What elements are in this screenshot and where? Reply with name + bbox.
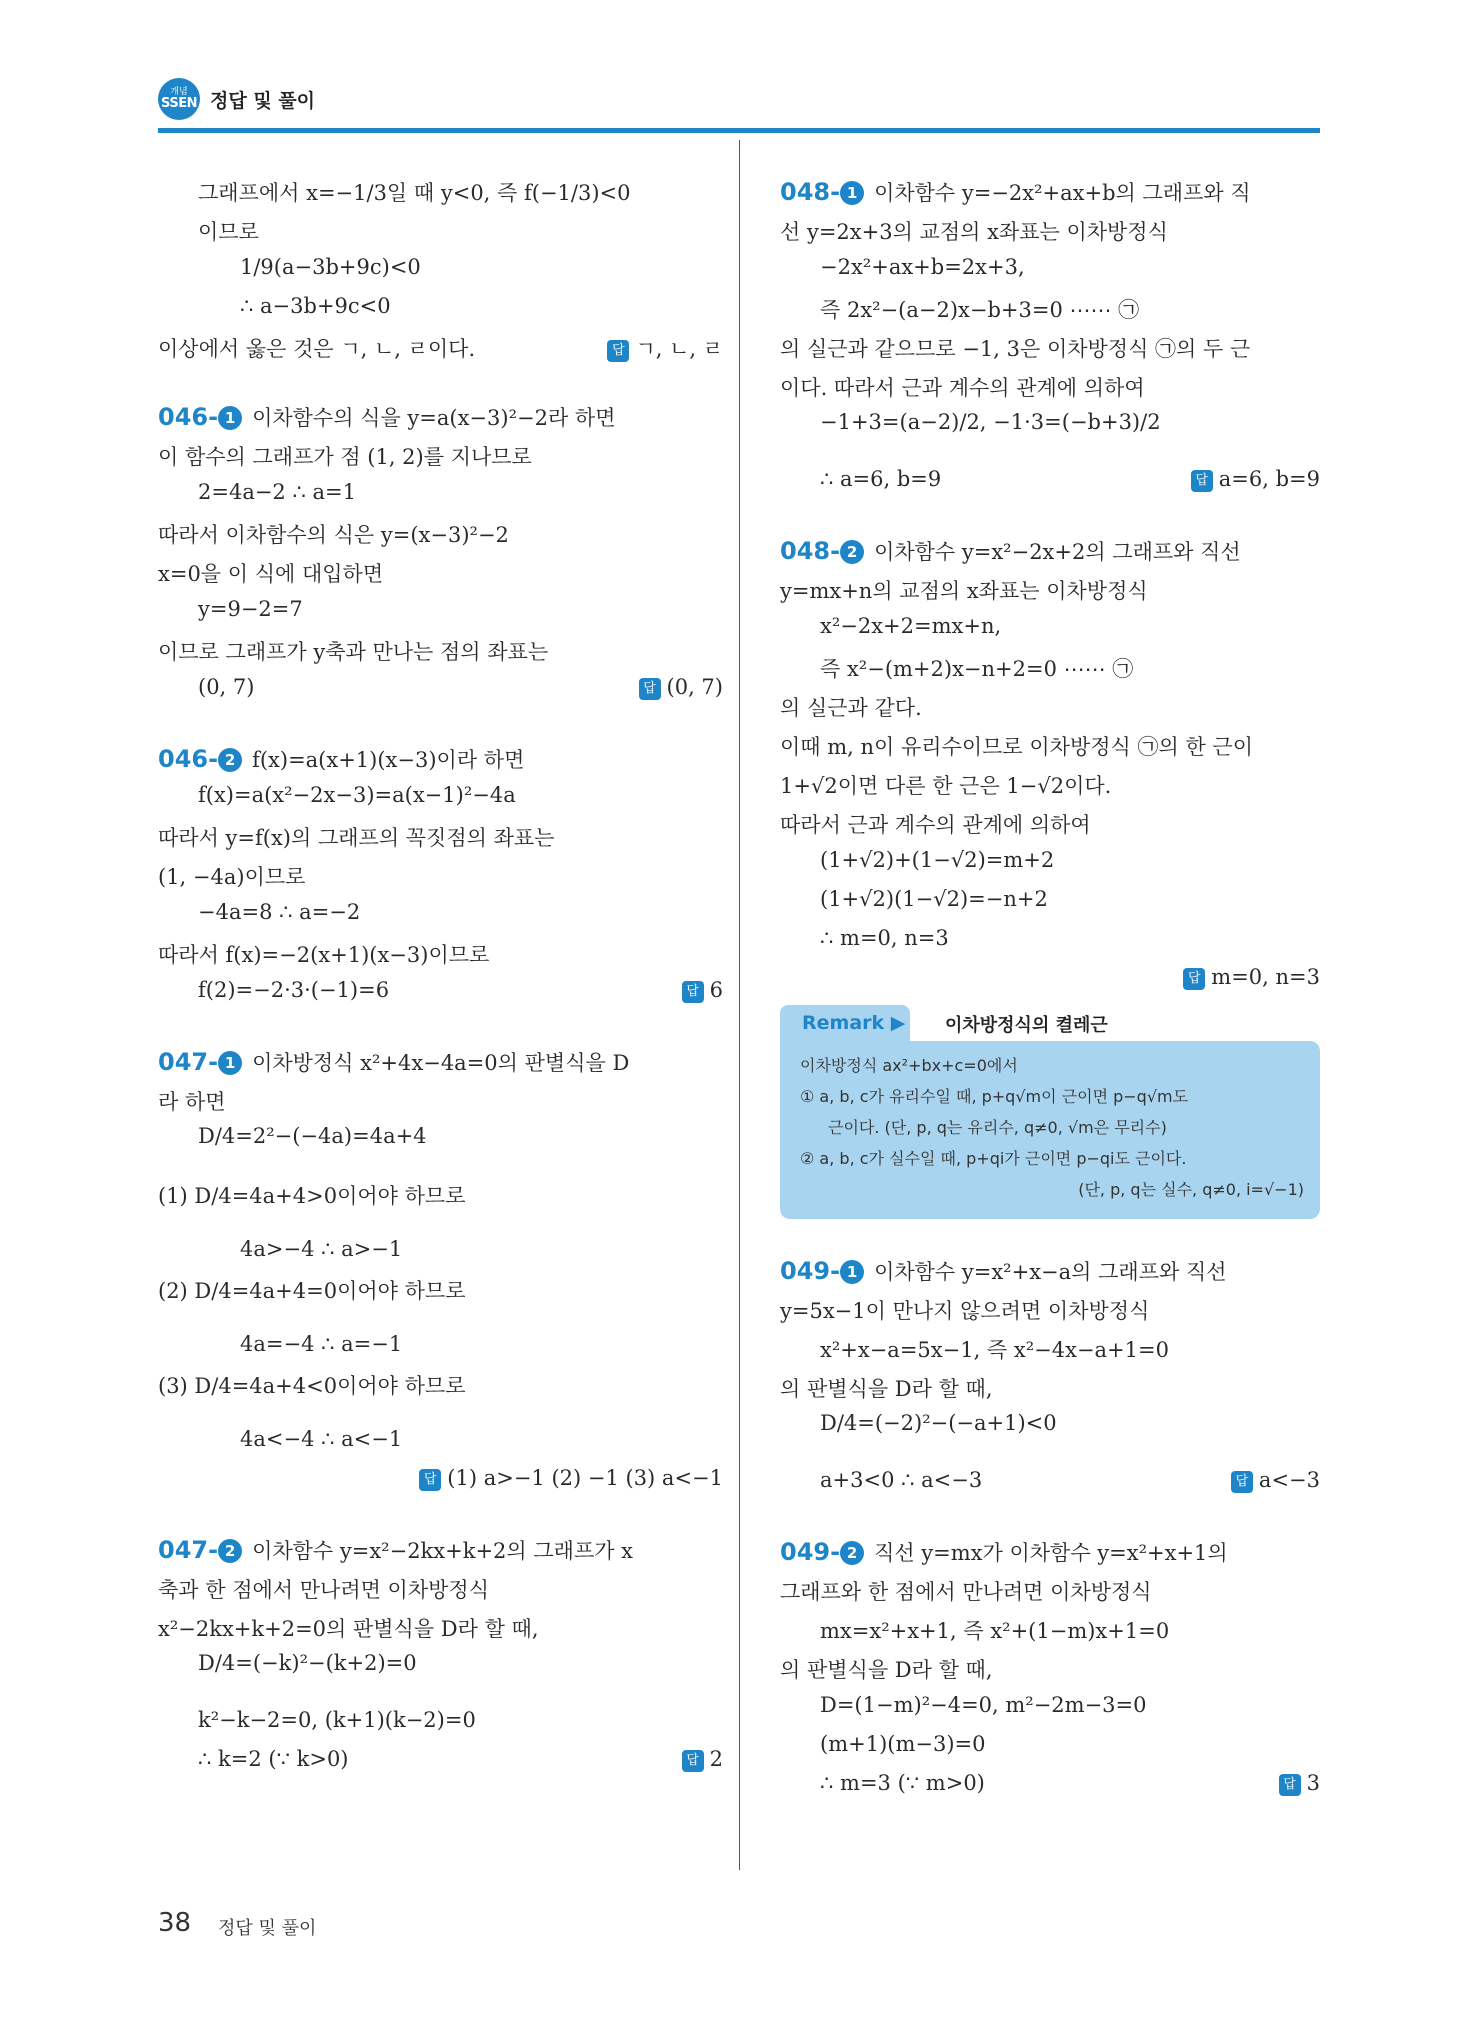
line-text: 2=4a−2 ∴ a=1 (198, 480, 356, 504)
solution-line (780, 1405, 1320, 1461)
answer-value: (1) a>−1 (2) −1 (3) a<−1 (447, 1466, 723, 1490)
line-text: 즉 2x²−(a−2)x−b+3=0 ⋯⋯ ㉠ (820, 298, 1140, 322)
line-text: −2x²+ax+b=2x+3, (820, 255, 1025, 279)
line-text: 따라서 근과 계수의 관계에 의하여 (780, 813, 1091, 837)
problem-number-text: 049- (780, 1538, 841, 1566)
solution-line (158, 1420, 723, 1459)
solution-line (158, 1364, 723, 1420)
line-text: 즉 x²−(m+2)x−n+2=0 ⋯⋯ ㉠ (820, 657, 1134, 681)
right-column (780, 170, 1320, 1803)
problem-number (780, 178, 864, 206)
solution-line (158, 1269, 723, 1325)
solution-line (158, 932, 723, 971)
solution-line (780, 460, 1320, 499)
problem-number (158, 745, 242, 773)
line-text: (0, 7) (198, 675, 255, 699)
page-header (158, 78, 1320, 134)
line-text: mx=x²+x+1, 즉 x²+(1−m)x+1=0 (820, 1619, 1170, 1643)
solution-line (158, 1645, 723, 1701)
line-text (158, 744, 524, 774)
line-text: 의 실근과 같다. (780, 696, 922, 720)
problem-number-text: 046- (158, 745, 219, 773)
line-text: D/4=(−2)²−(−a+1)<0 (820, 1411, 1057, 1435)
section-gap (158, 1010, 723, 1040)
column-divider (739, 140, 740, 1870)
line-text (780, 177, 1251, 207)
solution-line (158, 776, 723, 815)
line-text: 이상에서 옳은 것은 ㄱ, ㄴ, ㄹ이다. (158, 337, 476, 361)
line-text: (1+√2)+(1−√2)=m+2 (820, 848, 1055, 872)
section-gap (780, 499, 1320, 529)
line-text: (1+√2)(1−√2)=−n+2 (820, 887, 1048, 911)
answer-label (1191, 467, 1320, 492)
section-gap (158, 1498, 723, 1528)
answer-mark-icon: 답 (1279, 1774, 1301, 1796)
solution-line (780, 1327, 1320, 1366)
answer-label (607, 333, 723, 363)
section-gap (158, 365, 723, 395)
solution-line (780, 248, 1320, 287)
line-text: ∴ a=6, b=9 (820, 467, 942, 491)
solution-line (158, 668, 723, 707)
solution-line (158, 590, 723, 629)
answer-label (682, 978, 723, 1003)
line-text: 1+√2이면 다른 한 근은 1−√2이다. (780, 774, 1112, 798)
problem-text: f(x)=a(x+1)(x−3)이라 하면 (252, 748, 525, 772)
answer-value: ㄱ, ㄴ, ㄹ (635, 337, 723, 361)
remark-line: ① a, b, c가 유리수일 때, p+q√m이 근이면 p−q√m도 (800, 1087, 1189, 1106)
problem-number-text: 047- (158, 1048, 219, 1076)
solution-line (158, 1079, 723, 1118)
footer-label: 정답 및 풀이 (218, 1918, 317, 1939)
solution-line (780, 919, 1320, 958)
solution-line (780, 326, 1320, 365)
problem-number (158, 403, 242, 431)
line-text: −4a=8 ∴ a=−2 (198, 900, 361, 924)
problem-number (780, 1538, 864, 1566)
line-text: 이다. 따라서 근과 계수의 관계에 의하여 (780, 376, 1145, 400)
section-gap (158, 707, 723, 737)
solution-line (780, 841, 1320, 880)
brand-badge (158, 78, 200, 120)
line-text (780, 1256, 1227, 1286)
remark-line: (단, p, q는 실수, q≠0, i=√−1) (1078, 1180, 1304, 1199)
solution-line (158, 1230, 723, 1269)
answer-label (1279, 1771, 1320, 1796)
line-text (780, 536, 1241, 566)
left-column (158, 170, 723, 1779)
solution-line (780, 1461, 1320, 1500)
answer-value: (0, 7) (666, 675, 723, 699)
solution-line (780, 1288, 1320, 1327)
problem-number (780, 1257, 864, 1285)
solution-line (158, 815, 723, 854)
remark-line: 근이다. (단, p, q는 유리수, q≠0, √m은 무리수) (828, 1118, 1167, 1137)
solution-line (158, 1606, 723, 1645)
solution-line (158, 248, 723, 287)
solution-line (780, 802, 1320, 841)
solution-line (158, 1740, 723, 1779)
line-text: x²+x−a=5x−1, 즉 x²−4x−a+1=0 (820, 1338, 1169, 1362)
solution-line (780, 763, 1320, 802)
line-text: k²−k−2=0, (k+1)(k−2)=0 (198, 1708, 476, 1732)
problem-number (780, 537, 864, 565)
line-text (780, 1537, 1228, 1567)
problem-heading (780, 1249, 1320, 1288)
problem-sub-number: 2 (840, 1541, 864, 1565)
line-text: x²−2kx+k+2=0의 판별식을 D라 할 때, (158, 1617, 539, 1641)
problem-heading (780, 529, 1320, 568)
remark-line: 이차방정식 ax²+bx+c=0에서 (800, 1056, 1018, 1075)
line-text: ∴ a−3b+9c<0 (240, 294, 391, 318)
line-text: 4a>−4 ∴ a>−1 (240, 1237, 403, 1261)
solution-line (780, 1366, 1320, 1405)
answer-mark-icon: 답 (1191, 470, 1213, 492)
line-text: 선 y=2x+3의 교점의 x좌표는 이차방정식 (780, 220, 1168, 244)
header-title: 정답 및 풀이 (210, 90, 315, 112)
solution-line (780, 1686, 1320, 1725)
section-gap (780, 1500, 1320, 1530)
solution-line (158, 854, 723, 893)
line-text: −1+3=(a−2)/2, −1·3=(−b+3)/2 (820, 410, 1161, 434)
solution-line (158, 971, 723, 1010)
line-text: 그래프에서 x=−1/3일 때 y<0, 즉 f(−1/3)<0 (198, 181, 631, 205)
solution-line (780, 880, 1320, 919)
solution-line (158, 1459, 723, 1498)
answer-mark-icon: 답 (1183, 968, 1205, 990)
solution-line (780, 404, 1320, 460)
answer-mark-icon: 답 (1231, 1471, 1253, 1493)
solution-line (158, 1567, 723, 1606)
problem-text: 이차함수 y=−2x²+ax+b의 그래프와 직 (874, 181, 1251, 205)
line-text: 축과 한 점에서 만나려면 이차방정식 (158, 1578, 489, 1602)
problem-number-text: 048- (780, 178, 841, 206)
remark-tab: Remark ▶ (780, 1005, 910, 1041)
line-text: D=(1−m)²−4=0, m²−2m−3=0 (820, 1693, 1147, 1717)
solution-line (780, 209, 1320, 248)
line-text: 따라서 f(x)=−2(x+1)(x−3)이므로 (158, 943, 490, 967)
answer-value: 2 (709, 1747, 723, 1771)
line-text: (3) D/4=4a+4<0이어야 하므로 (158, 1374, 466, 1398)
answer-label (1183, 965, 1320, 990)
line-text (158, 402, 616, 432)
line-text: x=0을 이 식에 대입하면 (158, 562, 384, 586)
problem-text: 이차함수의 식을 y=a(x−3)²−2라 하면 (252, 406, 616, 430)
remark-body (780, 1041, 1320, 1219)
line-text: 이때 m, n이 유리수이므로 이차방정식 ㉠의 한 근이 (780, 735, 1253, 759)
problem-heading (158, 1528, 723, 1567)
solution-line (780, 958, 1320, 997)
line-text: ∴ k=2 (∵ k>0) (198, 1747, 349, 1771)
line-text: D/4=(−k)²−(k+2)=0 (198, 1651, 417, 1675)
solution-line (158, 1118, 723, 1174)
remark-box (780, 1005, 1320, 1219)
line-text: f(2)=−2·3·(−1)=6 (198, 978, 390, 1002)
line-text: 그래프와 한 점에서 만나려면 이차방정식 (780, 1580, 1152, 1604)
answer-value: a=6, b=9 (1218, 467, 1320, 491)
problem-sub-number: 1 (218, 1051, 242, 1075)
solution-line (780, 1764, 1320, 1803)
solution-line (780, 568, 1320, 607)
answer-mark-icon: 답 (682, 1750, 704, 1772)
solution-line (158, 551, 723, 590)
line-text: a+3<0 ∴ a<−3 (820, 1468, 983, 1492)
answer-label (682, 1747, 723, 1772)
problem-sub-number: 1 (218, 406, 242, 430)
answer-mark-icon: 답 (419, 1469, 441, 1491)
problem-heading (158, 737, 723, 776)
line-text: ∴ m=3 (∵ m>0) (820, 1771, 985, 1795)
answer-mark-icon: 답 (607, 340, 629, 362)
solution-line (158, 170, 723, 209)
line-text: 의 판별식을 D라 할 때, (780, 1377, 993, 1401)
problem-sub-number: 2 (218, 1539, 242, 1563)
solution-line (158, 512, 723, 551)
line-text: 의 실근과 같으므로 −1, 3은 이차방정식 ㉠의 두 근 (780, 337, 1251, 361)
problem-heading (158, 395, 723, 434)
problem-number (158, 1048, 242, 1076)
line-text: f(x)=a(x²−2x−3)=a(x−1)²−4a (198, 783, 516, 807)
solution-line (780, 1569, 1320, 1608)
line-text: 이므로 (198, 220, 259, 244)
solution-line (158, 287, 723, 326)
answer-value: a<−3 (1258, 1468, 1320, 1492)
solution-line (158, 1174, 723, 1230)
solution-line (780, 365, 1320, 404)
line-text: (1, −4a)이므로 (158, 865, 306, 889)
line-text: x²−2x+2=mx+n, (820, 614, 1002, 638)
line-text: y=mx+n의 교점의 x좌표는 이차방정식 (780, 579, 1148, 603)
solution-line (780, 724, 1320, 763)
line-text: (m+1)(m−3)=0 (820, 1732, 986, 1756)
solution-line (780, 646, 1320, 685)
answer-mark-icon: 답 (639, 678, 661, 700)
line-text: y=5x−1이 만나지 않으려면 이차방정식 (780, 1299, 1150, 1323)
section-gap (780, 1219, 1320, 1249)
line-text: ∴ m=0, n=3 (820, 926, 949, 950)
page-number: 38 (158, 1908, 192, 1938)
answer-label (639, 675, 723, 700)
solution-line (780, 1647, 1320, 1686)
problem-heading (158, 1040, 723, 1079)
solution-line (780, 1608, 1320, 1647)
line-text: 4a<−4 ∴ a<−1 (240, 1427, 403, 1451)
answer-value: 6 (709, 978, 723, 1002)
line-text: 따라서 y=f(x)의 그래프의 꼭짓점의 좌표는 (158, 826, 555, 850)
problem-number-text: 047- (158, 1536, 219, 1564)
problem-heading (780, 1530, 1320, 1569)
header-rule (158, 128, 1320, 133)
line-text: y=9−2=7 (198, 597, 303, 621)
line-text (158, 1535, 633, 1565)
problem-number-text: 048- (780, 537, 841, 565)
solution-line (158, 434, 723, 473)
problem-sub-number: 1 (840, 181, 864, 205)
problem-number (158, 1536, 242, 1564)
solution-line (158, 473, 723, 512)
line-text: 1/9(a−3b+9c)<0 (240, 255, 421, 279)
solution-line (158, 893, 723, 932)
answer-label (419, 1466, 723, 1491)
problem-number-text: 046- (158, 403, 219, 431)
answer-label (1231, 1468, 1320, 1493)
line-text: 이 함수의 그래프가 점 (1, 2)를 지나므로 (158, 445, 532, 469)
remark-header (780, 1005, 1320, 1041)
line-text: (2) D/4=4a+4=0이어야 하므로 (158, 1279, 466, 1303)
solution-line (158, 209, 723, 248)
answer-value: 3 (1306, 1771, 1320, 1795)
problem-text: 이차방정식 x²+4x−4a=0의 판별식을 D (252, 1051, 630, 1075)
line-text: 따라서 이차함수의 식은 y=(x−3)²−2 (158, 523, 509, 547)
problem-text: 이차함수 y=x²+x−a의 그래프와 직선 (874, 1260, 1227, 1284)
solution-line (158, 1325, 723, 1364)
problem-text: 이차함수 y=x²−2x+2의 그래프와 직선 (874, 540, 1241, 564)
line-text: D/4=2²−(−4a)=4a+4 (198, 1124, 427, 1148)
problem-heading (780, 170, 1320, 209)
line-text: 라 하면 (158, 1090, 226, 1114)
remark-title: 이차방정식의 켤레근 (945, 1015, 1108, 1036)
badge-bottom-text: SSEN (161, 96, 197, 111)
solution-line (780, 685, 1320, 724)
solution-line (780, 1725, 1320, 1764)
solution-line (780, 607, 1320, 646)
problem-number-text: 049- (780, 1257, 841, 1285)
solution-line (780, 287, 1320, 326)
answer-value: m=0, n=3 (1211, 965, 1320, 989)
remark-line: ② a, b, c가 실수일 때, p+qi가 근이면 p−qi도 근이다. (800, 1149, 1187, 1168)
problem-text: 직선 y=mx가 이차함수 y=x²+x+1의 (874, 1541, 1228, 1565)
badge-top-text: 개념 (170, 87, 188, 97)
problem-sub-number: 2 (218, 748, 242, 772)
line-text: (1) D/4=4a+4>0이어야 하므로 (158, 1184, 466, 1208)
line-text (158, 1047, 629, 1077)
line-text: 이므로 그래프가 y축과 만나는 점의 좌표는 (158, 640, 549, 664)
problem-text: 이차함수 y=x²−2kx+k+2의 그래프가 x (252, 1539, 634, 1563)
line-text: 4a=−4 ∴ a=−1 (240, 1332, 403, 1356)
solution-line (158, 629, 723, 668)
solution-line (158, 1701, 723, 1740)
answer-mark-icon: 답 (682, 981, 704, 1003)
line-text: 의 판별식을 D라 할 때, (780, 1658, 993, 1682)
problem-sub-number: 1 (840, 1260, 864, 1284)
problem-sub-number: 2 (840, 540, 864, 564)
solution-line (158, 326, 723, 365)
